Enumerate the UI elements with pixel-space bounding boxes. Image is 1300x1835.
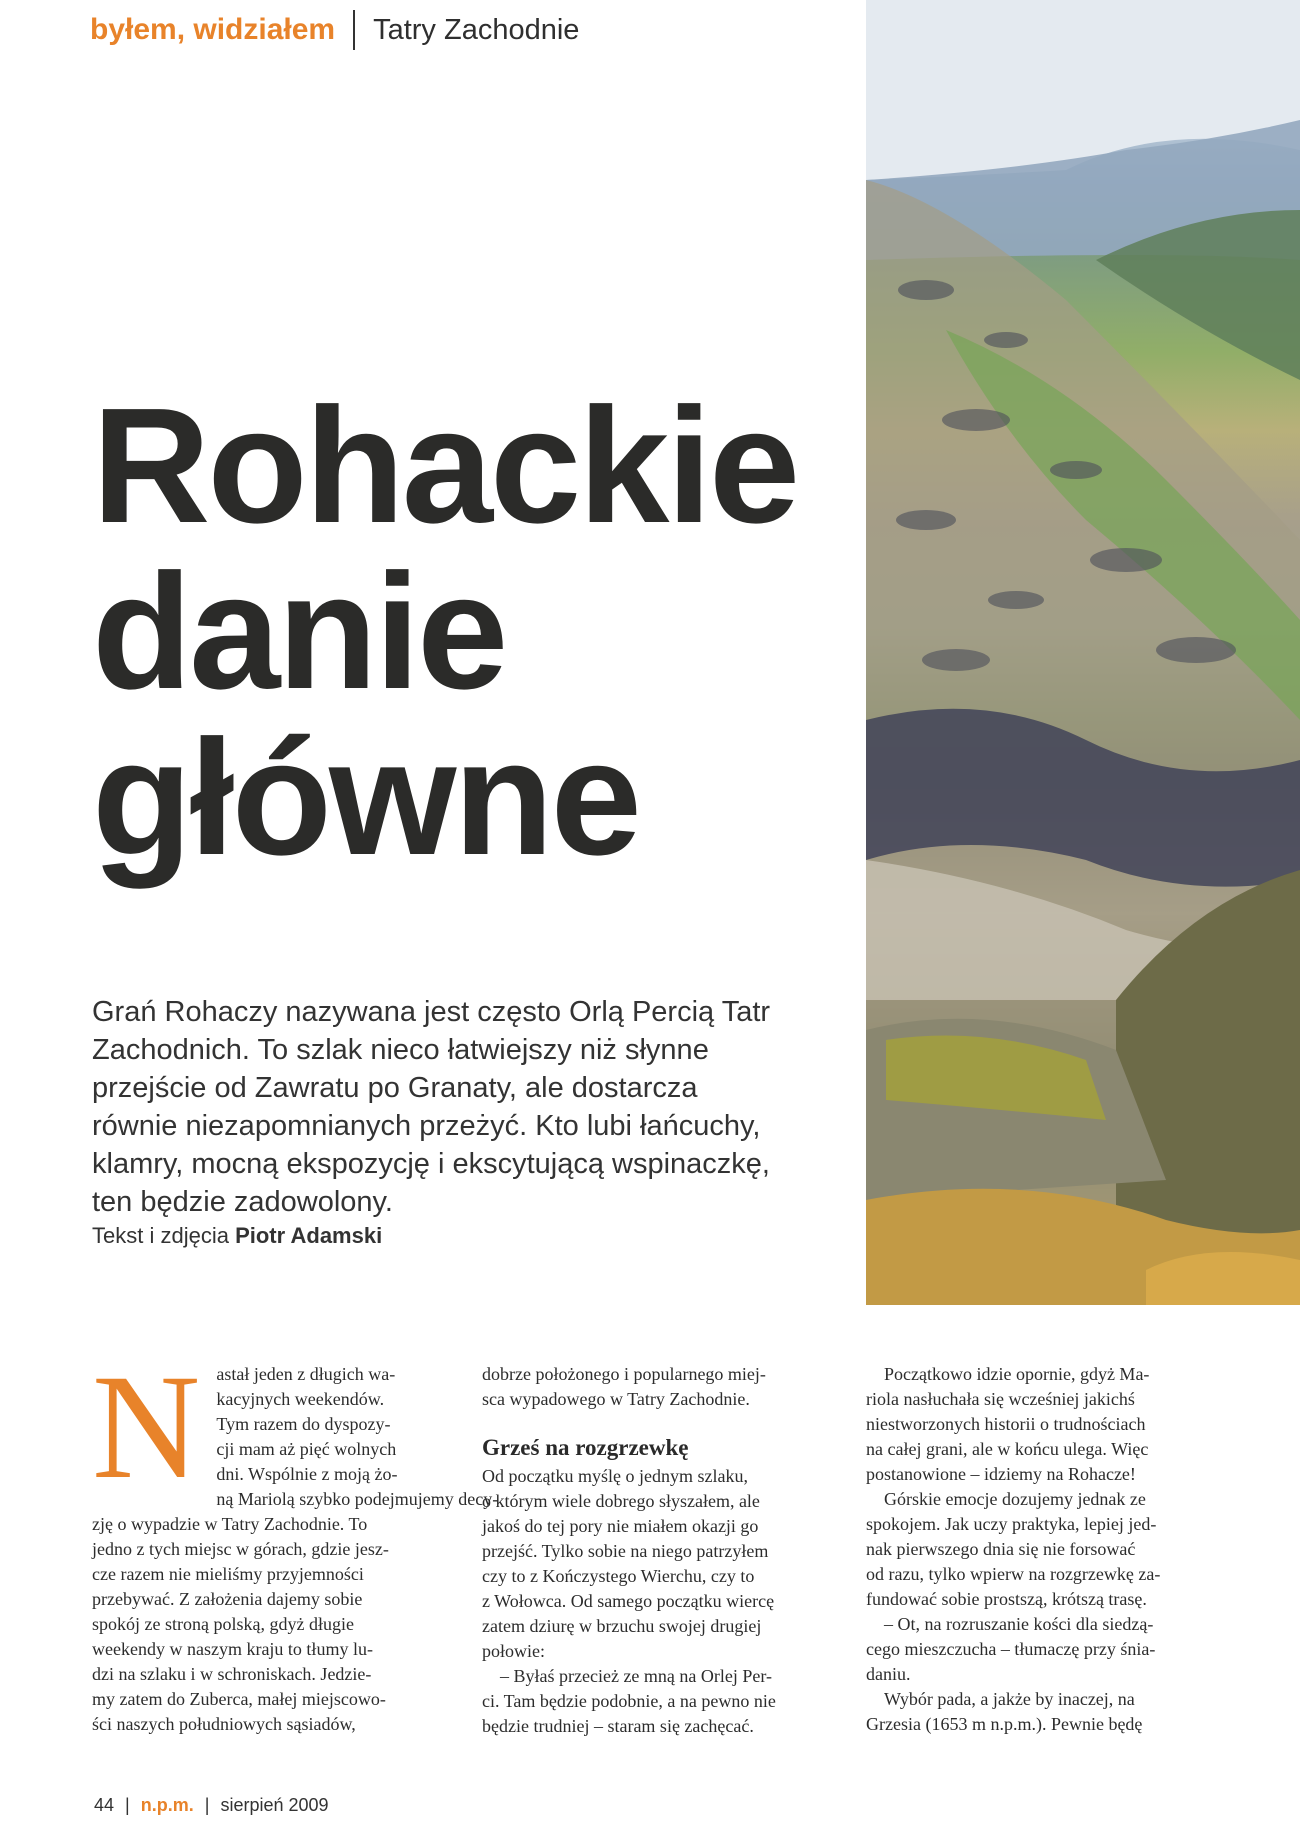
mountain-photo (866, 0, 1300, 1305)
lead-line: równie niezapomnianych przeżyć. Kto lubi łańcuchy, (92, 1110, 761, 1142)
body-line: przebywać. Z założenia dajemy sobie (92, 1589, 363, 1609)
body-line: nak pierwszego dnia się nie forsować (866, 1539, 1136, 1559)
lead-line: Grań Rohaczy nazywana jest często Orlą Percią Tatr (92, 996, 771, 1028)
magazine-name: n.p.m. (140, 1795, 194, 1815)
body-line: riola nasłuchała się wcześniej jakichś (866, 1389, 1135, 1409)
body-line: zatem dziurę w brzuchu swojej drugiej (482, 1616, 762, 1636)
body-line: Grzesia (1653 m n.p.m.). Pewnie będę (866, 1714, 1143, 1734)
subheading: Grześ na rozgrzewkę (482, 1435, 689, 1460)
lead-line: przejście od Zawratu po Granaty, ale dostarcza (92, 1072, 698, 1104)
body-line: fundować sobie prostszą, krótszą trasę. (866, 1589, 1147, 1609)
footer-divider: | (125, 1795, 130, 1815)
page-footer (94, 1795, 329, 1816)
body-line: Tym razem do dyspozy- (216, 1414, 391, 1434)
body-line: połowie: (482, 1641, 545, 1661)
body-line: od razu, tylko wpierw na rozgrzewkę za- (866, 1564, 1161, 1584)
section-label: Tatry Zachodnie (373, 13, 580, 46)
title-line: Rohackie (92, 374, 798, 557)
body-line: my zatem do Zuberca, małej miejscowo- (92, 1689, 386, 1709)
body-line: – Ot, na rozruszanie kości dla siedzą- (884, 1614, 1154, 1634)
body-line: weekendy w naszym kraju to tłumy lu- (92, 1639, 373, 1659)
body-line: cego mieszczucha – tłumaczę przy śnia- (866, 1639, 1156, 1659)
body-line: kacyjnych weekendów. (216, 1389, 385, 1409)
body-line: ci. Tam będzie podobnie, a na pewno nie (482, 1691, 776, 1711)
body-line: Od początku myślę o jednym szlaku, (482, 1466, 748, 1486)
byline (92, 1223, 382, 1249)
body-line: Górskie emocje dozujemy jednak ze (884, 1489, 1146, 1509)
body-line: spokój ze stroną polską, gdyż długie (92, 1614, 354, 1634)
body-line: niestworzonych historii o trudnościach (866, 1414, 1146, 1434)
body-line: – Byłaś przecież ze mną na Orlej Per- (500, 1666, 773, 1686)
page-header (90, 10, 579, 50)
body-line: przejść. Tylko sobie na niego patrzyłem (482, 1541, 769, 1561)
byline-prefix: Tekst i zdjęcia (92, 1223, 229, 1248)
page-number: 44 (94, 1795, 115, 1815)
mountain-landscape-illustration (866, 0, 1300, 1305)
body-line: ści naszych południowych sąsiadów, (92, 1714, 356, 1734)
body-line: będzie trudniej – staram się zachęcać. (482, 1716, 754, 1736)
body-line: daniu. (866, 1664, 911, 1684)
body-line: cze razem nie mieliśmy przyjemności (92, 1564, 364, 1584)
body-line: ną Mariolą szybko podejmujemy decy- (216, 1489, 499, 1509)
lead-line: ten będzie zadowolony. (92, 1186, 393, 1218)
body-line: o którym wiele dobrego słyszałem, ale (482, 1491, 760, 1511)
body-line: spokojem. Jak uczy praktyka, lepiej jed- (866, 1514, 1157, 1534)
body-line: Wybór pada, a jakże by inaczej, na (884, 1689, 1135, 1709)
body-line: dobrze położonego i popularnego miej- (482, 1364, 766, 1384)
body-line: dzi na szlaku i w schroniskach. Jedzie- (92, 1664, 372, 1684)
body-line: jedno z tych miejsc w górach, gdzie jesz- (92, 1539, 389, 1559)
body-line: postanowione – idziemy na Rohacze! (866, 1464, 1136, 1484)
body-line: z Wołowca. Od samego początku wiercę (482, 1591, 775, 1611)
byline-author: Piotr Adamski (235, 1223, 383, 1248)
drop-cap: N (92, 1344, 201, 1510)
article-lead (92, 993, 792, 1221)
body-line: na całej grani, ale w końcu ulega. Więc (866, 1439, 1149, 1459)
body-line: czy to z Kończystego Wierchu, czy to (482, 1566, 755, 1586)
body-line: Początkowo idzie opornie, gdyż Ma- (884, 1364, 1150, 1384)
lead-line: klamry, mocną ekspozycję i ekscytującą wspinaczkę, (92, 1148, 770, 1180)
issue-date: sierpień 2009 (220, 1795, 329, 1815)
lead-line: Zachodnich. To szlak nieco łatwiejszy niż słynne (92, 1034, 709, 1066)
title-line: główne (92, 706, 639, 889)
article-column-2 (482, 1362, 838, 1739)
body-line: jakoś do tej pory nie miałem okazji go (482, 1516, 759, 1536)
body-line: dni. Wspólnie z moją żo- (216, 1464, 398, 1484)
header-divider (353, 10, 355, 50)
article-title (92, 374, 798, 889)
body-line: zję o wypadzie w Tatry Zachodnie. To (92, 1514, 368, 1534)
body-line: astał jeden z długich wa- (216, 1364, 396, 1384)
title-line: danie (92, 540, 506, 723)
rubric-label: byłem, widziałem (90, 13, 336, 46)
article-column-3 (866, 1362, 1222, 1737)
article-column-1 (92, 1344, 499, 1737)
footer-divider: | (204, 1795, 210, 1815)
body-line: cji mam aż pięć wolnych (216, 1439, 397, 1459)
body-line: sca wypadowego w Tatry Zachodnie. (482, 1389, 750, 1409)
